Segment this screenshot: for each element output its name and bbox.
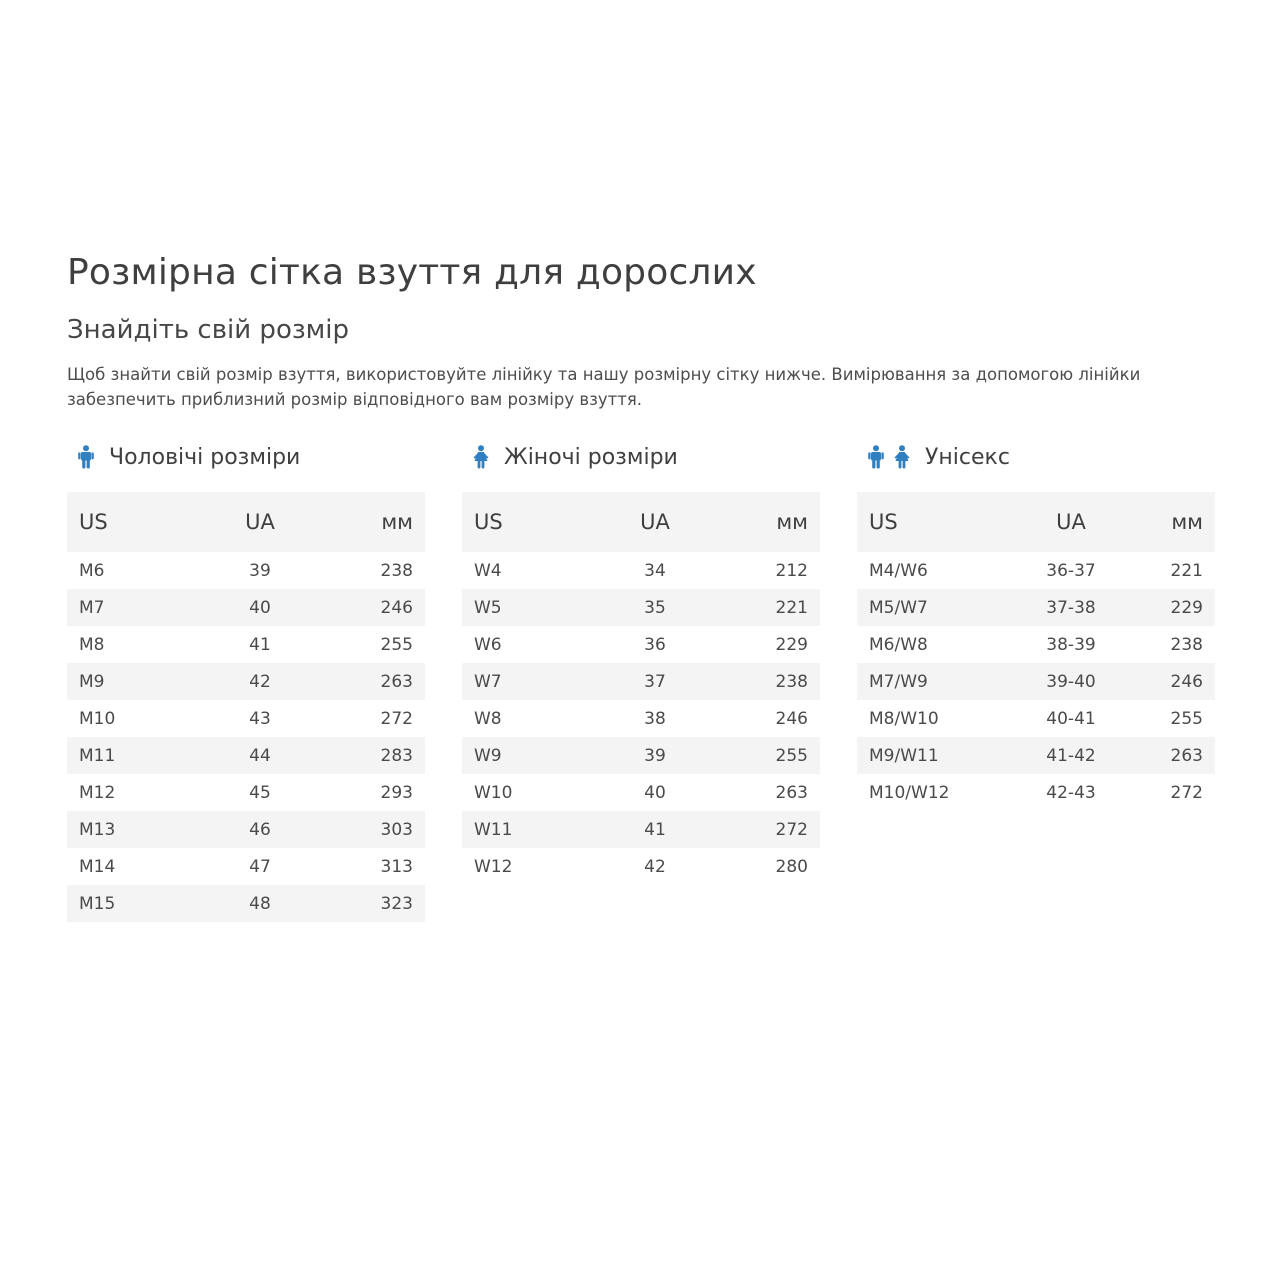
column-header-us: US	[869, 510, 898, 534]
unisex-chart-heading	[857, 438, 1215, 476]
length-mm: 255	[775, 745, 808, 766]
length-mm: 229	[775, 634, 808, 655]
us-size: M8/W10	[869, 708, 939, 729]
us-size: M14	[79, 856, 116, 877]
table-row	[462, 626, 820, 663]
men-chart-heading	[67, 438, 425, 476]
page-subtitle: Знайдіть свій розмір	[67, 315, 350, 345]
table-row	[67, 626, 425, 663]
ua-size: 42-43	[1046, 782, 1096, 803]
us-size: M9/W11	[869, 745, 939, 766]
length-mm: 283	[380, 745, 413, 766]
ua-size: 42	[249, 671, 271, 692]
ua-size: 35	[644, 597, 666, 618]
column-header-mm: мм	[1171, 510, 1203, 534]
length-mm: 229	[1170, 597, 1203, 618]
us-size: M11	[79, 745, 116, 766]
table-row	[67, 663, 425, 700]
us-size: W4	[474, 560, 502, 581]
length-mm: 255	[380, 634, 413, 655]
ua-size: 48	[249, 893, 271, 914]
table-row	[857, 663, 1215, 700]
man-icon	[77, 445, 95, 469]
women-chart-heading	[462, 438, 820, 476]
size-guide-page	[67, 248, 1214, 914]
us-size: M9	[79, 671, 105, 692]
men-chart-title: Чоловічі розміри	[109, 444, 301, 470]
length-mm: 272	[1170, 782, 1203, 803]
size-charts	[67, 438, 1214, 928]
us-size: M15	[79, 893, 116, 914]
column-header-us: US	[474, 510, 503, 534]
woman-icon	[472, 445, 490, 469]
us-size: W5	[474, 597, 502, 618]
ua-size: 40	[644, 782, 666, 803]
women-chart-title: Жіночі розміри	[504, 444, 678, 470]
ua-size: 41	[249, 634, 271, 655]
table-row	[67, 848, 425, 885]
table-row	[67, 737, 425, 774]
table-row	[67, 774, 425, 811]
ua-size: 42	[644, 856, 666, 877]
table-row	[462, 589, 820, 626]
us-size: M4/W6	[869, 560, 928, 581]
us-size: W8	[474, 708, 502, 729]
ua-size: 46	[249, 819, 271, 840]
table-row	[67, 700, 425, 737]
table-row	[462, 737, 820, 774]
length-mm: 263	[380, 671, 413, 692]
column-header-ua: UA	[245, 510, 275, 534]
us-size: W12	[474, 856, 513, 877]
length-mm: 246	[380, 597, 413, 618]
us-size: W9	[474, 745, 502, 766]
length-mm: 255	[1170, 708, 1203, 729]
ua-size: 44	[249, 745, 271, 766]
ua-size: 40	[249, 597, 271, 618]
us-size: M6/W8	[869, 634, 928, 655]
us-size: M5/W7	[869, 597, 928, 618]
us-size: M7	[79, 597, 105, 618]
women-size-chart	[462, 438, 820, 885]
us-size: W7	[474, 671, 502, 692]
men-size-chart	[67, 438, 425, 922]
table-header-row	[462, 492, 820, 552]
us-size: M8	[79, 634, 105, 655]
table-row	[462, 774, 820, 811]
length-mm: 313	[380, 856, 413, 877]
unisex-size-table	[857, 492, 1215, 811]
ua-size: 39	[249, 560, 271, 581]
column-header-us: US	[79, 510, 108, 534]
length-mm: 272	[775, 819, 808, 840]
table-row	[857, 737, 1215, 774]
length-mm: 293	[380, 782, 413, 803]
length-mm: 221	[1170, 560, 1203, 581]
men-size-table	[67, 492, 425, 922]
us-size: M6	[79, 560, 105, 581]
ua-size: 36	[644, 634, 666, 655]
length-mm: 246	[1170, 671, 1203, 692]
page-title: Розмірна сітка взуття для дорослих	[67, 252, 757, 293]
length-mm: 263	[775, 782, 808, 803]
unisex-chart-title: Унісекс	[925, 444, 1010, 470]
table-header-row	[67, 492, 425, 552]
length-mm: 238	[775, 671, 808, 692]
ua-size: 38	[644, 708, 666, 729]
ua-size: 45	[249, 782, 271, 803]
length-mm: 280	[775, 856, 808, 877]
ua-size: 38-39	[1046, 634, 1096, 655]
length-mm: 221	[775, 597, 808, 618]
table-row	[462, 811, 820, 848]
us-size: M12	[79, 782, 116, 803]
us-size: W11	[474, 819, 513, 840]
woman-icon	[893, 445, 911, 469]
table-header-row	[857, 492, 1215, 552]
length-mm: 238	[380, 560, 413, 581]
unisex-size-chart	[857, 438, 1215, 811]
column-header-mm: мм	[381, 510, 413, 534]
length-mm: 272	[380, 708, 413, 729]
ua-size: 37-38	[1046, 597, 1096, 618]
us-size: W10	[474, 782, 513, 803]
ua-size: 39-40	[1046, 671, 1096, 692]
column-header-ua: UA	[1056, 510, 1086, 534]
table-row	[67, 885, 425, 922]
table-row	[857, 552, 1215, 589]
length-mm: 238	[1170, 634, 1203, 655]
ua-size: 39	[644, 745, 666, 766]
women-size-table	[462, 492, 820, 885]
column-header-mm: мм	[776, 510, 808, 534]
man-icon	[867, 445, 885, 469]
ua-size: 41	[644, 819, 666, 840]
length-mm: 212	[775, 560, 808, 581]
ua-size: 43	[249, 708, 271, 729]
ua-size: 47	[249, 856, 271, 877]
us-size: M10/W12	[869, 782, 950, 803]
us-size: M13	[79, 819, 116, 840]
table-row	[857, 774, 1215, 811]
table-row	[462, 700, 820, 737]
table-row	[462, 848, 820, 885]
length-mm: 246	[775, 708, 808, 729]
us-size: M7/W9	[869, 671, 928, 692]
ua-size: 34	[644, 560, 666, 581]
table-row	[67, 589, 425, 626]
table-row	[67, 811, 425, 848]
us-size: W6	[474, 634, 502, 655]
table-row	[462, 552, 820, 589]
ua-size: 41-42	[1046, 745, 1096, 766]
length-mm: 303	[380, 819, 413, 840]
table-row	[857, 700, 1215, 737]
intro-text: Щоб знайти свій розмір взуття, використовуйте лінійку та нашу розмірну сітку нижче. Вимірювання за допомогою лінійки забезпечить приблизний розмір відповідного вам розміру взуття.	[67, 365, 1141, 409]
ua-size: 40-41	[1046, 708, 1096, 729]
ua-size: 37	[644, 671, 666, 692]
table-row	[857, 626, 1215, 663]
table-row	[462, 663, 820, 700]
table-row	[857, 589, 1215, 626]
length-mm: 263	[1170, 745, 1203, 766]
length-mm: 323	[380, 893, 413, 914]
us-size: M10	[79, 708, 116, 729]
ua-size: 36-37	[1046, 560, 1096, 581]
table-row	[67, 552, 425, 589]
column-header-ua: UA	[640, 510, 670, 534]
